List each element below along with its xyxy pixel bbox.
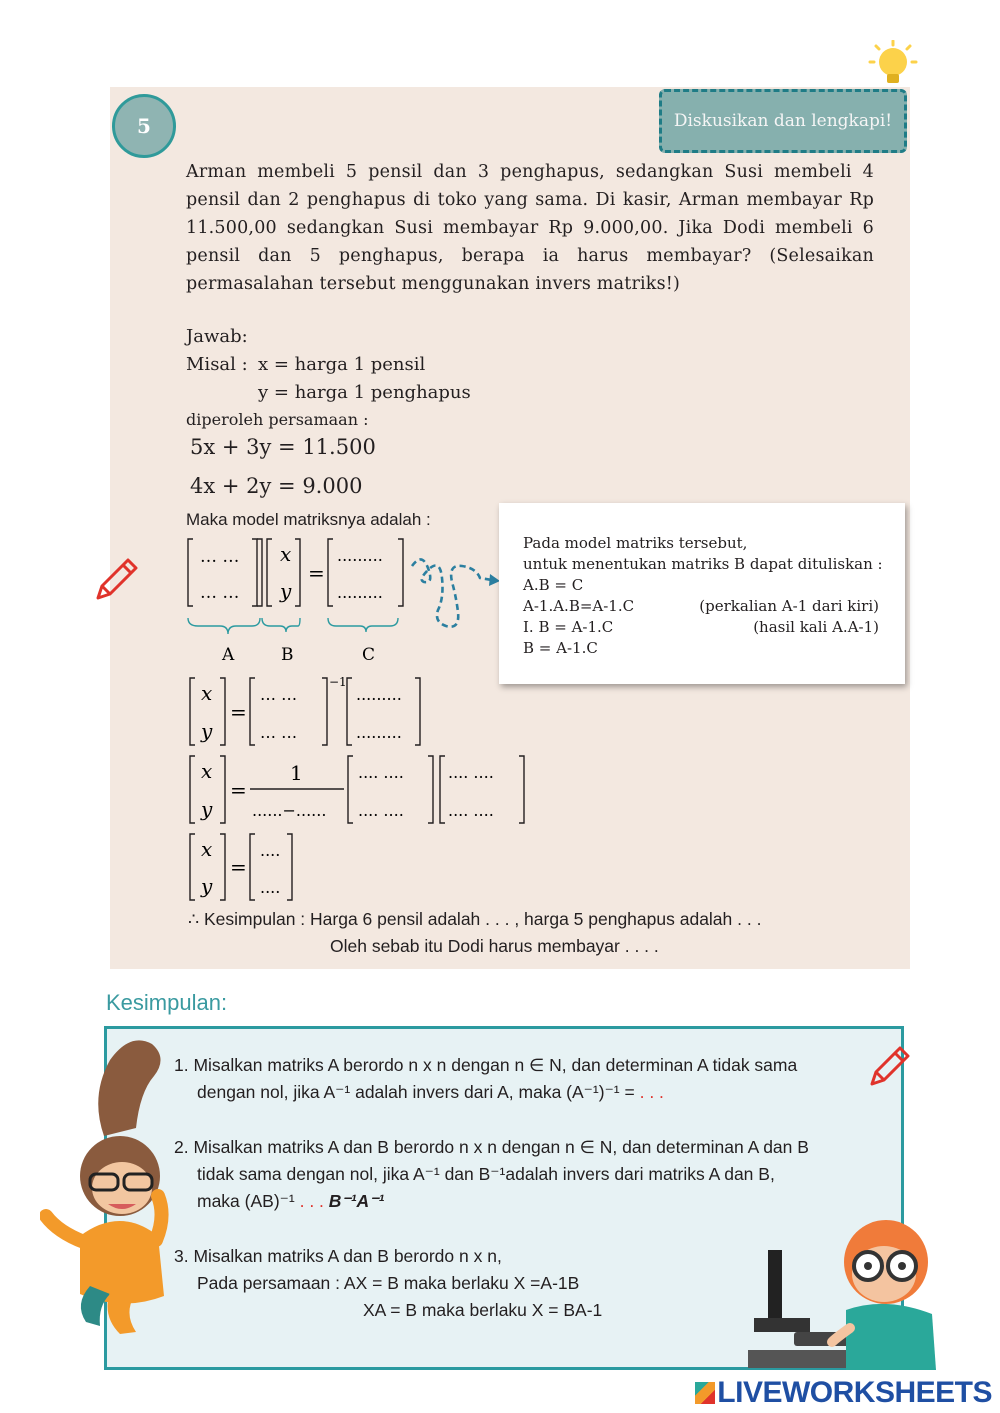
- matrix-step-adjoint: [184, 750, 534, 830]
- item-2-result: B⁻¹A⁻¹: [328, 1191, 385, 1211]
- brand-icon: [695, 1382, 715, 1404]
- brace-label-a: A: [222, 645, 235, 665]
- svg-text:… …: … …: [200, 583, 240, 603]
- note-line-4-note: (perkalian A-1 dari kiri): [699, 597, 879, 615]
- svg-text:.... ....: .... ....: [448, 801, 494, 820]
- discuss-tag: Diskusikan dan lengkapi!: [659, 89, 907, 153]
- item-1-text: dengan nol, jika A⁻¹ adalah invers dari A, maka (A⁻¹)⁻¹ =: [197, 1082, 635, 1102]
- svg-text:.........: .........: [337, 583, 383, 602]
- svg-text:=: =: [230, 778, 247, 802]
- svg-text:.... ....: .... ....: [358, 763, 404, 782]
- svg-text:… …: … …: [200, 547, 240, 567]
- conclusion-line-1: ∴ Kesimpulan : Harga 6 pensil adalah . . . , harga 5 penghapus adalah . . .: [188, 909, 762, 929]
- item-2-line-3: [197, 1188, 384, 1215]
- brand-logo[interactable]: [695, 1376, 992, 1410]
- svg-text:x: x: [201, 759, 213, 783]
- matrix-step-result: [184, 828, 304, 906]
- item-1-line-2: [197, 1079, 664, 1106]
- svg-text:.... ....: .... ....: [448, 763, 494, 782]
- kesimpulan-title: Kesimpulan:: [106, 990, 228, 1015]
- problem-number-badge: 5: [112, 94, 176, 158]
- note-line-6: B = A-1.C: [523, 639, 598, 657]
- item-2-text: maka (AB)⁻¹: [197, 1191, 295, 1211]
- svg-text:… …: … …: [260, 723, 298, 742]
- svg-text:1: 1: [290, 761, 303, 785]
- matrix-model-label: Maka model matriksnya adalah :: [186, 510, 431, 529]
- svg-text:x: x: [280, 542, 292, 566]
- svg-text:....: ....: [260, 841, 281, 860]
- svg-text:=: =: [308, 561, 325, 585]
- def-y: y = harga 1 penghapus: [258, 382, 471, 403]
- lightbulb-icon: [862, 40, 924, 96]
- svg-text:x: x: [201, 681, 213, 705]
- svg-text:=: =: [230, 700, 247, 724]
- svg-text:.... ....: .... ....: [358, 801, 404, 820]
- item-1-line-1: 1. Misalkan matriks A berordo n x n dengan n ∈ N, dan determinan A tidak sama: [174, 1055, 798, 1075]
- item-2-line-2: tidak sama dengan nol, jika A⁻¹ dan B⁻¹adalah invers dari matriks A dan B,: [197, 1164, 775, 1184]
- boy-at-computer-illustration: [746, 1210, 946, 1370]
- problem-text: Arman membeli 5 pensil dan 3 penghapus, sedangkan Susi membeli 4 pensil dan 2 penghapus di toko yang sama. Di kasir, Arman membayar Rp 11.500,00 sedangkan Susi membayar Rp 9.000,00. Jika Dodi membeli 6 pensil dan 5 penghapus, berapa ia harus membayar? (Selesaikan permasalahan tersebut menggunakan invers matriks!): [186, 162, 874, 294]
- conclusion-line-2: Oleh sebab itu Dodi harus membayar . . . .: [330, 936, 659, 956]
- svg-text:.........: .........: [337, 546, 383, 565]
- brace-label-c: C: [362, 645, 376, 665]
- svg-text:−1: −1: [329, 675, 347, 689]
- svg-text:y: y: [201, 874, 213, 898]
- svg-text:y: y: [280, 579, 292, 603]
- svg-text:y: y: [201, 797, 213, 821]
- item-3-line-2: Pada persamaan : AX = B maka berlaku X =A-1B: [197, 1273, 580, 1293]
- equation-1: 5x + 3y = 11.500: [190, 435, 376, 459]
- note-line-4: A-1.A.B=A-1.C: [523, 597, 635, 615]
- note-line-1: Pada model matriks tersebut,: [523, 534, 748, 552]
- svg-text:.........: .........: [356, 685, 402, 704]
- svg-text:y: y: [201, 719, 213, 743]
- item-3-line-3: XA = B maka berlaku X = BA-1: [363, 1300, 603, 1320]
- pencil-icon: [866, 1040, 916, 1090]
- svg-text:x: x: [201, 837, 213, 861]
- answer-label: Jawab:: [186, 326, 248, 347]
- note-box: [499, 503, 905, 684]
- item-3-line-1: 3. Misalkan matriks A dan B berordo n x n,: [174, 1246, 502, 1266]
- def-x: x = harga 1 pensil: [258, 354, 426, 375]
- item-1-blank: . . .: [639, 1082, 664, 1102]
- note-line-2: untuk menentukan matriks B dapat dituliskan :: [523, 555, 883, 573]
- svg-text:=: =: [230, 855, 247, 879]
- brand-text: LIVEWORKSHEETS: [717, 1376, 992, 1409]
- svg-text:......−......: ......−......: [252, 801, 327, 820]
- svg-text:.........: .........: [356, 723, 402, 742]
- matrix-step-inverse: [184, 672, 434, 752]
- item-2-line-1: 2. Misalkan matriks A dan B berordo n x n dengan n ∈ N, dan determinan A dan B: [174, 1137, 809, 1157]
- girl-illustration: [40, 1036, 170, 1336]
- misal-label: Misal :: [186, 354, 248, 375]
- svg-text:… …: … …: [260, 685, 298, 704]
- brace-label-b: B: [281, 645, 294, 665]
- diperoleh-label: diperoleh persamaan :: [186, 410, 369, 429]
- note-line-3: A.B = C: [523, 576, 584, 594]
- svg-text:....: ....: [260, 878, 281, 897]
- arrow-squiggle-icon: [408, 552, 504, 636]
- pencil-icon: [92, 552, 144, 604]
- equation-2: 4x + 2y = 9.000: [190, 474, 363, 498]
- item-2-blank: . . .: [299, 1191, 324, 1211]
- note-line-5: I. B = A-1.C: [523, 618, 614, 636]
- note-line-5-note: (hasil kali A.A-1): [753, 618, 879, 636]
